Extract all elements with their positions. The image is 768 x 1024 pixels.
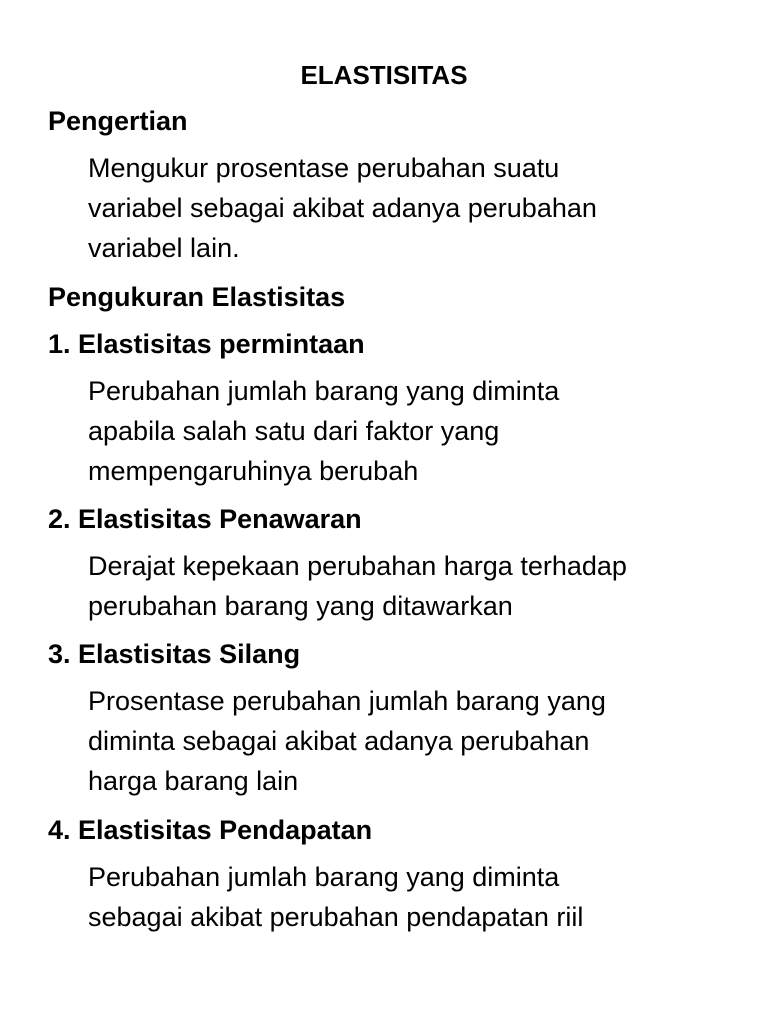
section-heading-pengertian: Pengertian bbox=[48, 106, 188, 136]
body-line: Perubahan jumlah barang yang diminta bbox=[88, 862, 560, 892]
body-line: apabila salah satu dari faktor yang bbox=[88, 416, 500, 446]
section-heading-pengukuran: Pengukuran Elastisitas bbox=[48, 282, 346, 312]
section-heading-permintaan: 1. Elastisitas permintaan bbox=[48, 329, 365, 359]
body-line: Prosentase perubahan jumlah barang yang bbox=[88, 686, 606, 716]
body-line: Perubahan jumlah barang yang diminta bbox=[88, 376, 560, 406]
body-line: diminta sebagai akibat adanya perubahan bbox=[88, 726, 590, 756]
body-line: mempengaruhinya berubah bbox=[88, 456, 419, 486]
page-title: ELASTISITAS bbox=[300, 60, 468, 90]
section-heading-silang: 3. Elastisitas Silang bbox=[48, 639, 301, 669]
body-line: perubahan barang yang ditawarkan bbox=[88, 591, 513, 621]
body-line: Derajat kepekaan perubahan harga terhadap bbox=[88, 551, 627, 581]
body-line: variabel lain. bbox=[88, 233, 240, 263]
body-line: variabel sebagai akibat adanya perubahan bbox=[88, 193, 597, 223]
body-line: sebagai akibat perubahan pendapatan riil bbox=[88, 902, 584, 932]
section-heading-penawaran: 2. Elastisitas Penawaran bbox=[48, 504, 362, 534]
section-heading-pendapatan: 4. Elastisitas Pendapatan bbox=[48, 815, 373, 845]
body-line: Mengukur prosentase perubahan suatu bbox=[88, 153, 560, 183]
body-line: harga barang lain bbox=[88, 766, 299, 796]
